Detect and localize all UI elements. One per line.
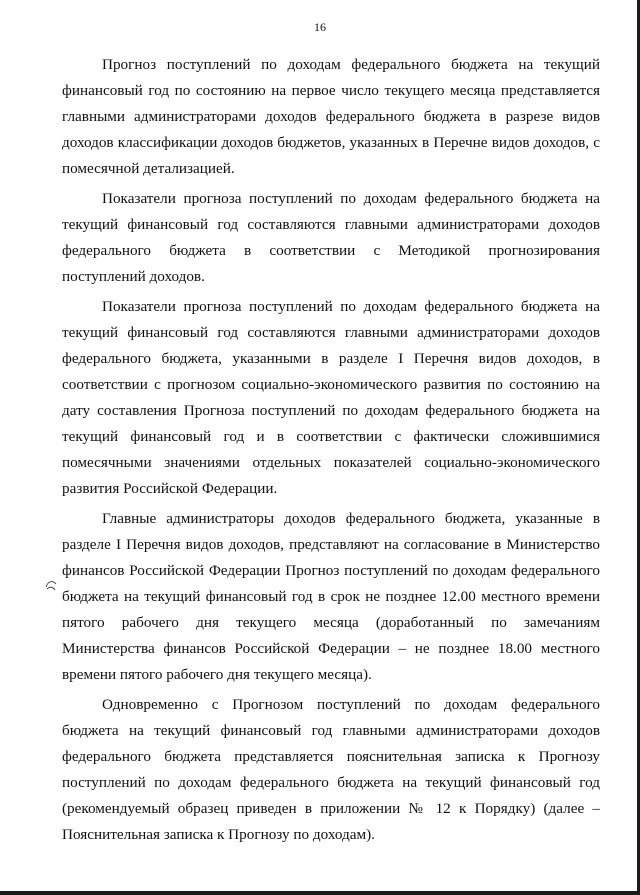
paragraph-4: Главные администраторы доходов федерального бюджета, указанные в разделе I Перечня видов доходов, представляют на согласование в Министерство финансов Российской Федерации Прогноз поступлений по доходам федерального бюджета на текущий финансовый год в срок не позднее 12.00 местного времени пятого рабочего дня текущего месяца (доработанный по замечаниям Министерства финансов Российской Федерации – не позднее 18.00 местного времени пятого рабочего дня текущего месяца).	[62, 510, 600, 683]
paragraph-1: Прогноз поступлений по доходам федерального бюджета на текущий финансовый год по состоянию на первое число текущего месяца представляется главными администраторами доходов федерального бюджета в разрезе видов доходов классификации доходов бюджетов, указанных в Перечне видов доходов, с помесячной детализацией.	[62, 56, 600, 177]
page-number: 16	[314, 20, 326, 34]
paragraph-3: Показатели прогноза поступлений по доходам федерального бюджета на текущий финансовый год составляются главными администраторами доходов федерального бюджета, указанными в разделе I Перечня видов доходов, в соответствии с прогнозом социально-экономического развития по состоянию на дату составления Прогноза поступлений по доходам федерального бюджета на текущий финансовый год и в соответствии с фактически сложившимися помесячными значениями отдельных показателей социально-экономического развития Российской Федерации.	[62, 298, 600, 497]
paragraph-5: Одновременно с Прогнозом поступлений по доходам федерального бюджета на текущий финансовый год главными администраторами доходов федерального бюджета представляется пояснительная записка к Прогнозу поступлений по доходам федерального бюджета на текущий финансовый год (рекомендуемый образец приведен в приложении № 12 к Порядку) (далее – Пояснительная записка к Прогнозу по доходам).	[62, 696, 600, 843]
body-text	[62, 52, 600, 852]
paragraph-2: Показатели прогноза поступлений по доходам федерального бюджета на текущий финансовый год составляются главными администраторами доходов федерального бюджета в соответствии с Методикой прогнозирования поступлений доходов.	[62, 190, 600, 285]
handwritten-margin-mark	[44, 578, 58, 592]
scan-edge-bottom	[0, 891, 640, 895]
